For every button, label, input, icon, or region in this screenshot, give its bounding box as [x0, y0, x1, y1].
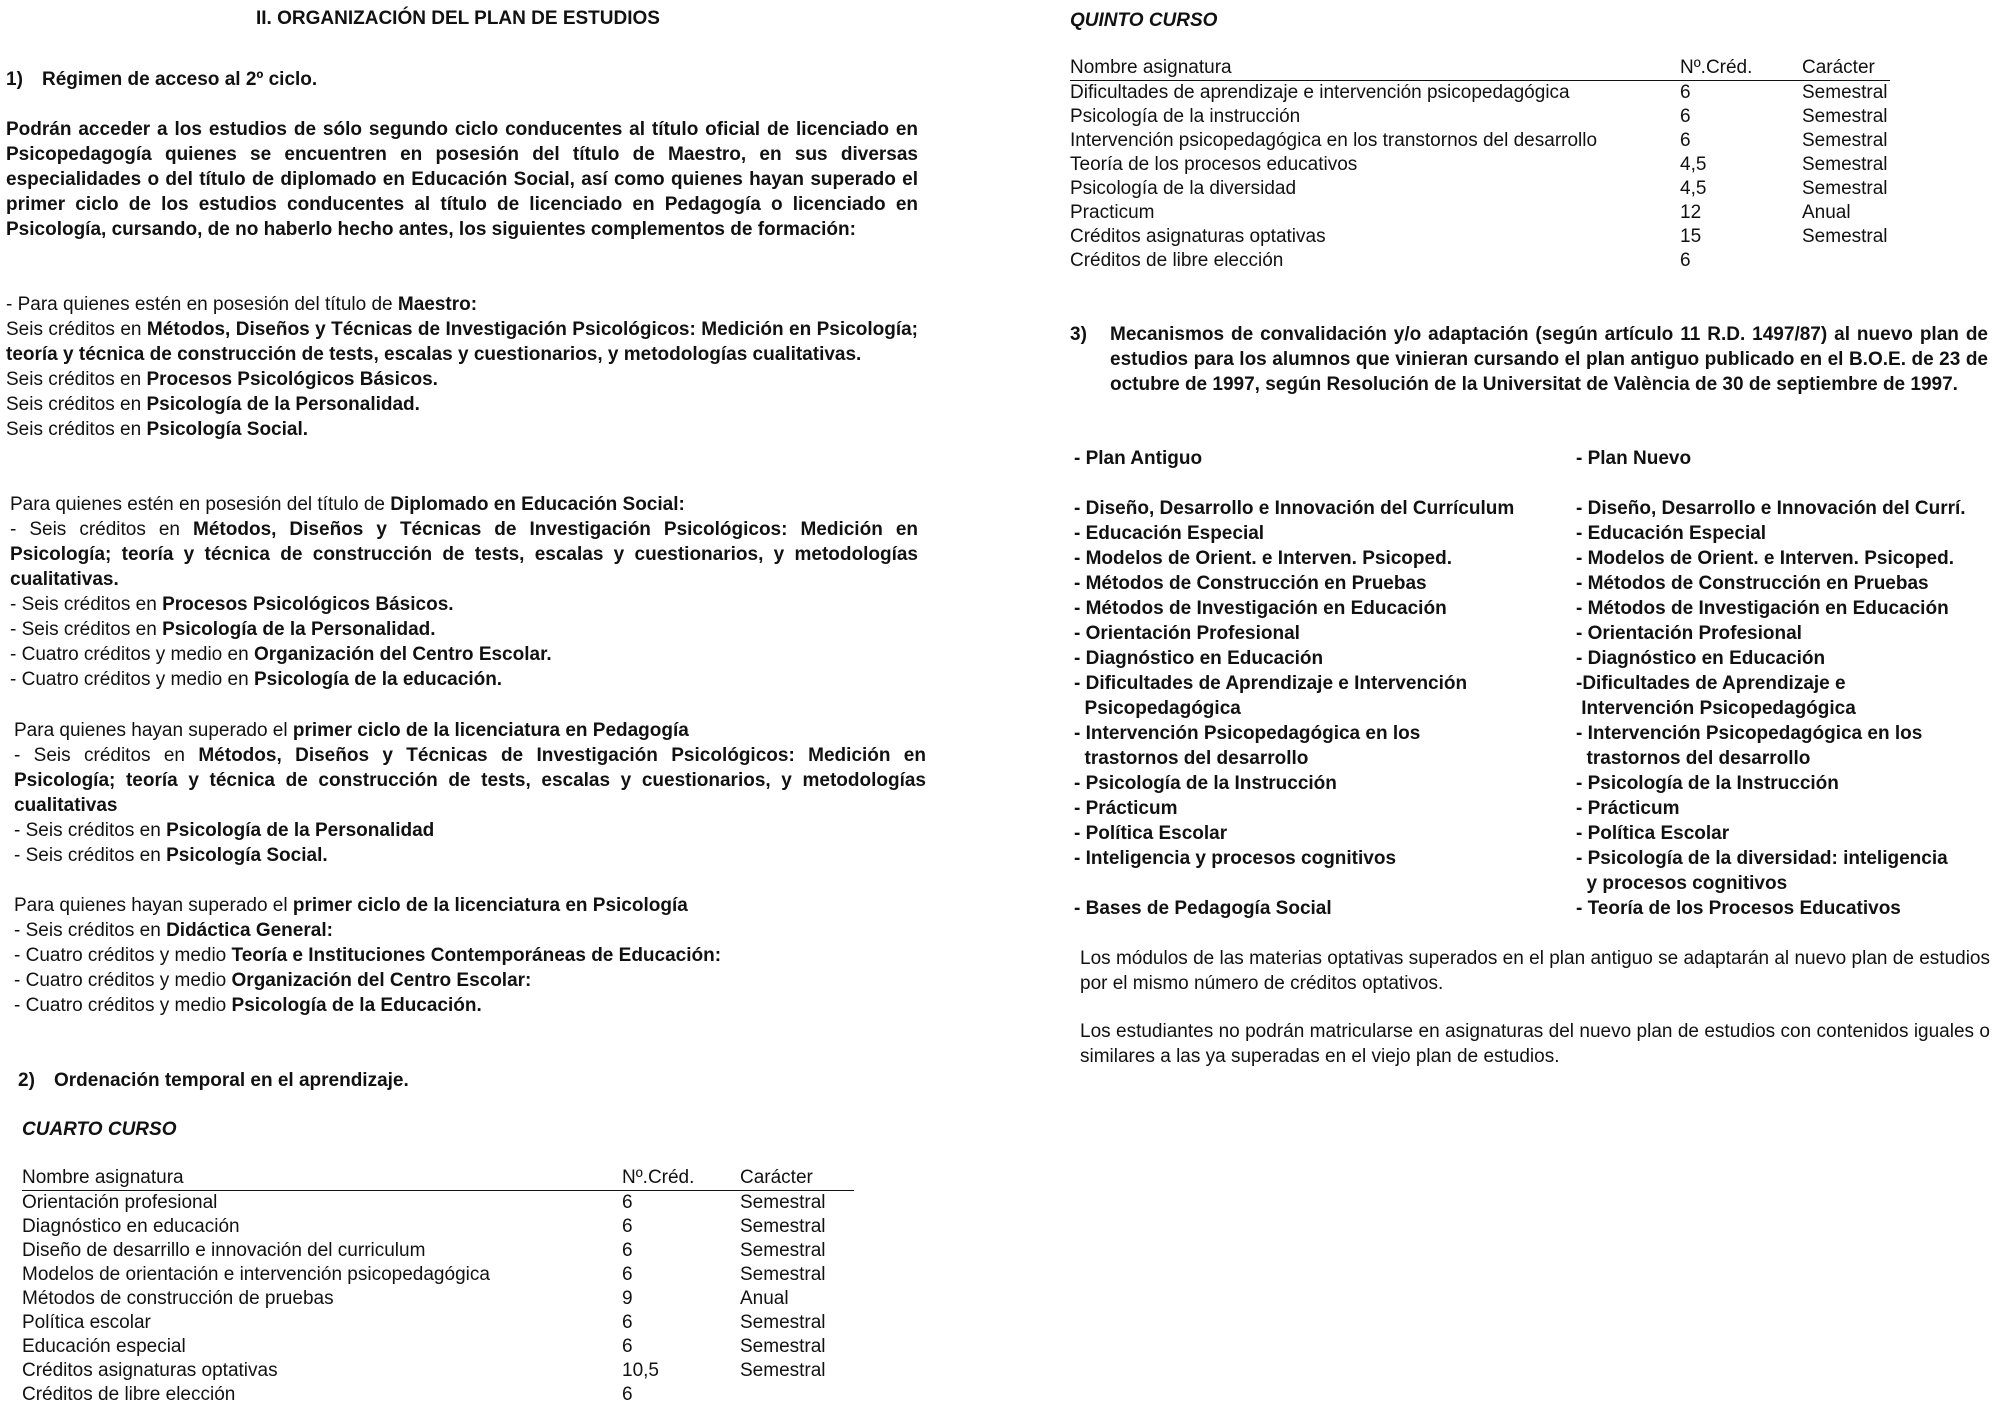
cell-name: Créditos de libre elección [22, 1384, 236, 1405]
pedagogia-lead-bold: primer ciclo de la licenciatura en Pedagogía [292, 720, 689, 741]
cell-type: Semestral [1802, 82, 1888, 103]
cell-name: Psicología de la instrucción [1070, 106, 1301, 127]
list-item [10, 617, 918, 642]
cell-name: Política escolar [22, 1312, 151, 1333]
psicologia-block [14, 893, 926, 1018]
table-row [1070, 177, 1890, 201]
section3-number: 3) [1070, 324, 1087, 345]
item-bold: Procesos Psicológicos Básicos. [146, 369, 438, 390]
item-bold: Psicología de la educación. [253, 669, 503, 690]
cuarto-title: CUARTO CURSO [22, 1119, 177, 1140]
item-pre: - Seis créditos en [10, 594, 163, 615]
plan-row [1074, 496, 1994, 521]
plan-row [1074, 646, 1994, 671]
cell-credits: 6 [622, 1192, 633, 1213]
plan-old-item: - Diseño, Desarrollo e Innovación del Currículum [1074, 498, 1515, 519]
plan-new-item: - Métodos de Construcción en Pruebas [1576, 573, 1929, 594]
col-header-credits: Nº.Créd. [622, 1166, 740, 1191]
cell-name: Psicología de la diversidad [1070, 178, 1297, 199]
item-bold: Didáctica General: [166, 920, 333, 941]
table-row [22, 1215, 854, 1239]
item-pre: - Cuatro créditos y medio [14, 995, 232, 1016]
cell-name: Diagnóstico en educación [22, 1216, 240, 1237]
table-row [22, 1239, 854, 1263]
cell-credits: 6 [622, 1240, 633, 1261]
cell-credits: 6 [1680, 130, 1691, 151]
table-row [1070, 129, 1890, 153]
psicologia-lead [14, 893, 926, 918]
list-item [10, 592, 918, 617]
section1-heading [6, 67, 317, 92]
plan-new-item: - Teoría de los Procesos Educativos [1576, 898, 1901, 919]
list-item [14, 993, 926, 1018]
item-pre: - Seis créditos en [14, 920, 167, 941]
item-pre: - Seis créditos en [14, 845, 167, 866]
col-header-type: Carácter [740, 1166, 854, 1191]
plan-new-item: - Modelos de Orient. e Interven. Psicoped. [1576, 548, 1954, 569]
plan-old-item: - Psicología de la Instrucción [1074, 773, 1337, 794]
pedagogia-lead-text: Para quienes hayan superado el [14, 720, 293, 741]
item-bold: Psicología de la Personalidad [166, 820, 435, 841]
cell-type: Semestral [1802, 226, 1888, 247]
cell-credits: 9 [622, 1288, 633, 1309]
item-bold: Psicología Social. [166, 845, 328, 866]
list-item [14, 843, 926, 868]
diplomado-lead-text: Para quienes estén en posesión del título de [10, 494, 391, 515]
cell-name: Practicum [1070, 202, 1155, 223]
list-item [14, 943, 926, 968]
section1-intro: Podrán acceder a los estudios de sólo segundo ciclo conducentes al título oficial de licenciado en Psicopedagogía quienes se encuentren en posesión del título de Maestro, en sus diversas especialidades o del título de diplomado en Educación Social, así como quienes hayan superado el primer ciclo de los estudios conducentes al título de licenciado en Pedagogía o licenciado en Psicología, cursando, de no haberlo hecho antes, los siguientes complementos de formación: [6, 119, 918, 240]
table-row [1070, 201, 1890, 225]
cell-credits: 6 [622, 1312, 633, 1333]
item-pre: - Cuatro créditos y medio en [10, 669, 254, 690]
diplomado-lead-bold: Diplomado en Educación Social: [390, 494, 685, 515]
table-row [22, 1311, 854, 1335]
plan-new-item: - Psicología de la Instrucción [1576, 773, 1839, 794]
plan-rows [1074, 496, 1994, 921]
table-row [22, 1383, 854, 1407]
section2-heading [18, 1068, 409, 1093]
cell-credits: 15 [1680, 226, 1702, 247]
quinto-table [1070, 56, 1890, 273]
cell-credits: 10,5 [622, 1360, 659, 1381]
plan-new-item: - Métodos de Investigación en Educación [1576, 598, 1949, 619]
plan-row [1074, 571, 1994, 596]
section3-heading-text: Mecanismos de convalidación y/o adaptación (según artículo 11 R.D. 1497/87) al nuevo plan de estudios para los alumnos que vinieran cursando el plan antiguo publicado en el B.O.E. de 23 de octubre de 1997, según Resolución de la Universitat de València de 30 de septiembre de 1997. [1110, 324, 1988, 395]
list-item [14, 968, 926, 993]
section1-number: 1) [6, 69, 23, 90]
cell-type: Anual [1802, 202, 1851, 223]
item-bold: Teoría e Instituciones Contemporáneas de Educación: [231, 945, 722, 966]
section2-heading-text: Ordenación temporal en el aprendizaje. [54, 1070, 409, 1091]
table-row [22, 1335, 854, 1359]
cell-credits: 4,5 [1680, 154, 1707, 175]
cell-name: Educación especial [22, 1336, 186, 1357]
cell-type: Semestral [740, 1360, 826, 1381]
cell-credits: 6 [1680, 106, 1691, 127]
pedagogia-lead [14, 718, 926, 743]
plan-row [1074, 796, 1994, 821]
item-pre: - Seis créditos en [10, 519, 194, 540]
cell-credits: 6 [1680, 82, 1691, 103]
cuarto-table [22, 1166, 854, 1407]
maestro-lead-bold: Maestro: [397, 294, 478, 315]
cell-type: Semestral [1802, 130, 1888, 151]
cell-type [1802, 249, 1890, 273]
item-pre: Seis créditos en [6, 394, 147, 415]
plan-new-item: - Diagnóstico en Educación [1576, 648, 1826, 669]
item-bold: Organización del Centro Escolar. [253, 644, 552, 665]
plan-old-item: - Prácticum [1074, 798, 1178, 819]
item-bold: Organización del Centro Escolar: [231, 970, 532, 991]
item-bold: Psicología de la Educación. [231, 995, 482, 1016]
cell-type: Semestral [740, 1336, 826, 1357]
list-item [10, 517, 918, 592]
item-pre: - Cuatro créditos y medio [14, 970, 232, 991]
maestro-lead-text: - Para quienes estén en posesión del título de [6, 294, 398, 315]
plan-row [1074, 821, 1994, 846]
item-bold: Psicología de la Personalidad. [146, 394, 420, 415]
maestro-lead [6, 292, 918, 317]
item-bold: Métodos, Diseños y Técnicas de Investigación Psicológicos: Medición en Psicología; teoría y técnica de construcción de tests, escalas y cuestionarios, y metodologías cualitativas [14, 745, 926, 816]
col-header-type: Carácter [1802, 56, 1890, 81]
table-row [22, 1191, 854, 1216]
table-row [22, 1263, 854, 1287]
plan-old-item: - Política Escolar [1074, 823, 1228, 844]
cell-type: Semestral [740, 1216, 826, 1237]
plan-old-item: - Bases de Pedagogía Social [1074, 898, 1332, 919]
item-bold: Procesos Psicológicos Básicos. [162, 594, 454, 615]
diplomado-block [10, 492, 918, 692]
table-header-row [22, 1166, 854, 1191]
item-pre: - Seis créditos en [14, 745, 199, 766]
list-item [14, 743, 926, 818]
item-bold: Psicología Social. [146, 419, 309, 440]
cell-name: Orientación profesional [22, 1192, 218, 1213]
table-row [1070, 225, 1890, 249]
cell-credits: 6 [622, 1336, 633, 1357]
item-pre: - Seis créditos en [14, 820, 167, 841]
diplomado-lead [10, 492, 918, 517]
section2-number: 2) [18, 1070, 35, 1091]
col-header-credits: Nº.Créd. [1680, 56, 1802, 81]
plan-new-item: - Política Escolar [1576, 823, 1730, 844]
table-header-row [1070, 56, 1890, 81]
cell-type: Semestral [1802, 106, 1888, 127]
cell-type: Semestral [740, 1312, 826, 1333]
plan-row [1074, 521, 1994, 546]
list-item [6, 417, 918, 442]
cell-name: Teoría de los procesos educativos [1070, 154, 1358, 175]
cell-name: Métodos de construcción de pruebas [22, 1288, 334, 1309]
item-bold: Métodos, Diseños y Técnicas de Investigación Psicológicos: Medición en Psicología; teoría y técnica de construcción de tests, escalas y cuestionarios, y metodologías cualitativas. [6, 319, 918, 365]
cell-type: Semestral [740, 1240, 826, 1261]
cell-name: Diseño de desarrillo e innovación del curriculum [22, 1240, 426, 1261]
col-header-name: Nombre asignatura [22, 1166, 622, 1191]
table-row [1070, 153, 1890, 177]
plan-new-item: - Prácticum [1576, 798, 1680, 819]
plan-old-item: - Intervención Psicopedagógica en los trastornos del desarrollo [1074, 723, 1421, 769]
plan-new-item: - Intervención Psicopedagógica en los trastornos del desarrollo [1576, 723, 1923, 769]
table-row [1070, 81, 1890, 106]
page-title: II. ORGANIZACIÓN DEL PLAN DE ESTUDIOS [256, 8, 660, 29]
note-optativas: Los módulos de las materias optativas superados en el plan antiguo se adaptarán al nuevo plan de estudios por el mismo número de créditos optativos. [1080, 948, 1990, 994]
note-matricula: Los estudiantes no podrán matricularse en asignaturas del nuevo plan de estudios con contenidos iguales o similares a las ya superadas en el viejo plan de estudios. [1080, 1021, 1990, 1067]
plan-row [1074, 846, 1994, 896]
list-item [10, 642, 918, 667]
cell-type: Anual [740, 1288, 789, 1309]
list-item [6, 392, 918, 417]
plan-old-item: - Modelos de Orient. e Interven. Psicoped. [1074, 548, 1452, 569]
quinto-title: QUINTO CURSO [1070, 10, 1218, 31]
plan-old-item: - Inteligencia y procesos cognitivos [1074, 848, 1397, 869]
cell-type: Semestral [740, 1264, 826, 1285]
cell-type: Semestral [1802, 154, 1888, 175]
list-item [6, 367, 918, 392]
psicologia-lead-bold: primer ciclo de la licenciatura en Psicología [292, 895, 688, 916]
list-item [6, 317, 918, 367]
plan-new-item: - Psicología de la diversidad: inteligencia y procesos cognitivos [1576, 848, 1948, 894]
plan-old-item: - Métodos de Investigación en Educación [1074, 598, 1447, 619]
cell-credits: 6 [622, 1264, 633, 1285]
table-row [22, 1359, 854, 1383]
section3-heading [1070, 322, 1988, 397]
cell-name: Créditos asignaturas optativas [22, 1360, 278, 1381]
cell-type [740, 1383, 854, 1407]
plan-old-item: - Diagnóstico en Educación [1074, 648, 1324, 669]
list-item [10, 667, 918, 692]
plan-old-header: - Plan Antiguo [1074, 448, 1203, 469]
cell-credits: 6 [622, 1384, 633, 1405]
plan-row [1074, 671, 1994, 721]
cell-type: Semestral [1802, 178, 1888, 199]
pedagogia-block [14, 718, 926, 868]
table-row [1070, 249, 1890, 273]
table-row [1070, 105, 1890, 129]
plan-row [1074, 621, 1994, 646]
cell-name: Dificultades de aprendizaje e intervención psicopedagógica [1070, 82, 1570, 103]
plan-new-item: - Orientación Profesional [1576, 623, 1802, 644]
plan-row [1074, 596, 1994, 621]
cell-name: Créditos asignaturas optativas [1070, 226, 1326, 247]
cell-credits: 6 [1680, 250, 1691, 271]
col-header-name: Nombre asignatura [1070, 56, 1680, 81]
plan-row [1074, 546, 1994, 571]
plan-old-item: - Educación Especial [1074, 523, 1265, 544]
cell-name: Modelos de orientación e intervención psicopedagógica [22, 1264, 490, 1285]
item-bold: Métodos, Diseños y Técnicas de Investigación Psicológicos: Medición en Psicología; teoría y técnica de construcción de tests, escalas y cuestionarios, y metodologías cualitativas. [10, 519, 918, 590]
plan-row [1074, 771, 1994, 796]
plan-new-item: - Diseño, Desarrollo e Innovación del Currí. [1576, 498, 1966, 519]
plan-new-item: - Educación Especial [1576, 523, 1767, 544]
item-pre: Seis créditos en [6, 319, 147, 340]
plan-new-item: -Dificultades de Aprendizaje e Intervención Psicopedagógica [1576, 673, 1856, 719]
maestro-block [6, 292, 918, 442]
item-pre: Seis créditos en [6, 369, 147, 390]
item-pre: Seis créditos en [6, 419, 147, 440]
cell-credits: 6 [622, 1216, 633, 1237]
plan-old-item: - Orientación Profesional [1074, 623, 1300, 644]
cell-name: Intervención psicopedagógica en los transtornos del desarrollo [1070, 130, 1598, 151]
plan-old-item: - Dificultades de Aprendizaje e Intervención Psicopedagógica [1074, 673, 1468, 719]
plan-row [1074, 896, 1994, 921]
list-item [14, 918, 926, 943]
item-pre: - Cuatro créditos y medio en [10, 644, 254, 665]
item-pre: - Cuatro créditos y medio [14, 945, 232, 966]
plan-row [1074, 721, 1994, 771]
list-item [14, 818, 926, 843]
cell-credits: 4,5 [1680, 178, 1707, 199]
item-pre: - Seis créditos en [10, 619, 163, 640]
plan-header-row [1074, 446, 1994, 471]
plan-old-item: - Métodos de Construcción en Pruebas [1074, 573, 1427, 594]
section1-heading-text: Régimen de acceso al 2º ciclo. [42, 69, 318, 90]
plan-new-header: - Plan Nuevo [1576, 448, 1692, 469]
plan-comparison [1074, 446, 1994, 921]
cell-type: Semestral [740, 1192, 826, 1213]
cell-name: Créditos de libre elección [1070, 250, 1284, 271]
cell-credits: 12 [1680, 202, 1702, 223]
item-bold: Psicología de la Personalidad. [162, 619, 436, 640]
table-row [22, 1287, 854, 1311]
psicologia-lead-text: Para quienes hayan superado el [14, 895, 293, 916]
